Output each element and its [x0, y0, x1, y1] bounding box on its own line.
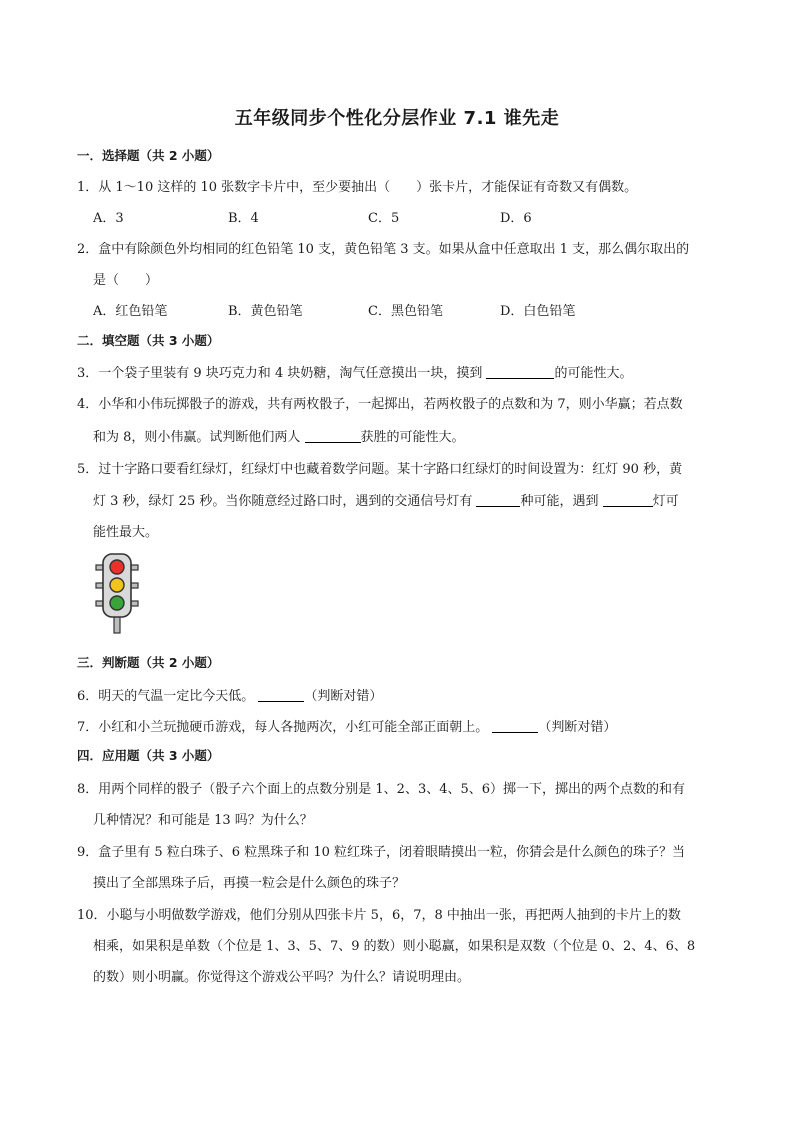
q4-text-post: 获胜的可能性大。 — [360, 430, 465, 445]
q6-text-post: （判断对错） — [304, 689, 383, 704]
question-1: 1．从 1～10 这样的 10 张数字卡片中，至少要抽出（ ）张卡片，才能保证有奇数又有偶数。 — [77, 180, 638, 195]
question-5-line1: 5．过十字路口要看红绿灯，红绿灯中也藏着数学问题。某十字路口红绿灯的时间设置为：红灯 90 秒，黄 — [77, 462, 683, 477]
question-10-line2: 相乘，如果积是单数（个位是 1、3、5、7、9 的数）则小聪赢，如果积是双数（个位是 0、2、4、6、8 — [93, 939, 696, 954]
q2-option-c: C．黑色铅笔 — [368, 304, 443, 319]
q3-text-pre: 3．一个袋子里装有 9 块巧克力和 4 块奶糖，淘气任意摸出一块，摸到 — [77, 366, 487, 381]
question-3 — [77, 362, 633, 381]
q6-answer-blank[interactable] — [258, 689, 304, 702]
question-4-line1: 4．小华和小伟玩掷骰子的游戏，共有两枚骰子，一起掷出，若两枚骰子的点数和为 7，则小华赢；若点数 — [77, 397, 683, 412]
section-heading-application: 四．应用题（共 3 小题） — [77, 748, 220, 763]
section-heading-fill: 二．填空题（共 3 小题） — [77, 333, 220, 348]
q6-text-pre: 6．明天的气温一定比今天低。 — [77, 689, 259, 704]
q7-answer-blank[interactable] — [492, 720, 538, 733]
q2-option-b: B．黄色铅笔 — [228, 304, 303, 319]
section-heading-choice: 一．选择题（共 2 小题） — [77, 148, 220, 163]
q3-answer-blank[interactable] — [486, 366, 554, 379]
question-4-line2 — [93, 426, 465, 445]
q5-text-pre: 灯 3 秒，绿灯 25 秒。当你随意经过路口时，遇到的交通信号灯有 — [93, 494, 477, 509]
q1-option-c: C．5 — [368, 211, 400, 226]
question-9-line2: 摸出了全部黑珠子后，再摸一粒会是什么颜色的珠子？ — [93, 876, 406, 891]
question-5-line3: 能性最大。 — [93, 525, 159, 540]
traffic-light-icon — [95, 553, 139, 635]
q1-option-b: B．4 — [228, 211, 259, 226]
section-heading-judge: 三．判断题（共 2 小题） — [77, 655, 220, 670]
q7-text-pre: 7．小红和小兰玩抛硬币游戏，每人各抛两次，小红可能全部正面朝上。 — [77, 720, 493, 735]
question-10-line3: 的数）则小明赢。你觉得这个游戏公平吗？为什么？请说明理由。 — [93, 970, 471, 985]
question-6 — [77, 685, 382, 704]
question-7 — [77, 716, 616, 735]
q5-answer-blank-2[interactable] — [603, 494, 653, 507]
q5-text-post: 灯可 — [652, 494, 679, 509]
q5-answer-blank-1[interactable] — [476, 494, 520, 507]
q1-option-a: A．3 — [93, 211, 124, 226]
q1-option-d: D．6 — [500, 211, 532, 226]
page-title: 五年级同步个性化分层作业 7.1 谁先走 — [234, 108, 560, 129]
q5-text-mid: 种可能，遇到 — [520, 494, 603, 509]
q3-text-post: 的可能性大。 — [554, 366, 633, 381]
q2-option-d: D．白色铅笔 — [500, 304, 576, 319]
question-8-line1: 8．用两个同样的骰子（骰子六个面上的点数分别是 1、2、3、4、5、6）掷一下，掷出的两个点数的和有 — [77, 782, 686, 797]
question-10-line1: 10．小聪与小明做数学游戏，他们分别从四张卡片 5，6，7，8 中抽出一张，再把两人抽到的卡片上的数 — [77, 908, 681, 923]
question-8-line2: 几种情况？和可能是 13 吗？为什么？ — [93, 813, 313, 828]
question-2-line2: 是（ ） — [93, 273, 159, 288]
q4-text-pre: 和为 8，则小伟赢。试判断他们两人 — [93, 430, 305, 445]
q2-option-a: A．红色铅笔 — [93, 304, 168, 319]
question-5-line2 — [93, 490, 679, 509]
question-2-line1: 2．盒中有除颜色外均相同的红色铅笔 10 支，黄色铅笔 3 支。如果从盒中任意取出 1 支，那么偶尔取出的 — [77, 242, 690, 257]
q4-answer-blank[interactable] — [305, 430, 361, 443]
question-9-line1: 9．盒子里有 5 粒白珠子、6 粒黑珠子和 10 粒红珠子，闭着眼睛摸出一粒，你猜会是什么颜色的珠子？当 — [77, 845, 686, 860]
q7-text-post: （判断对错） — [538, 720, 617, 735]
